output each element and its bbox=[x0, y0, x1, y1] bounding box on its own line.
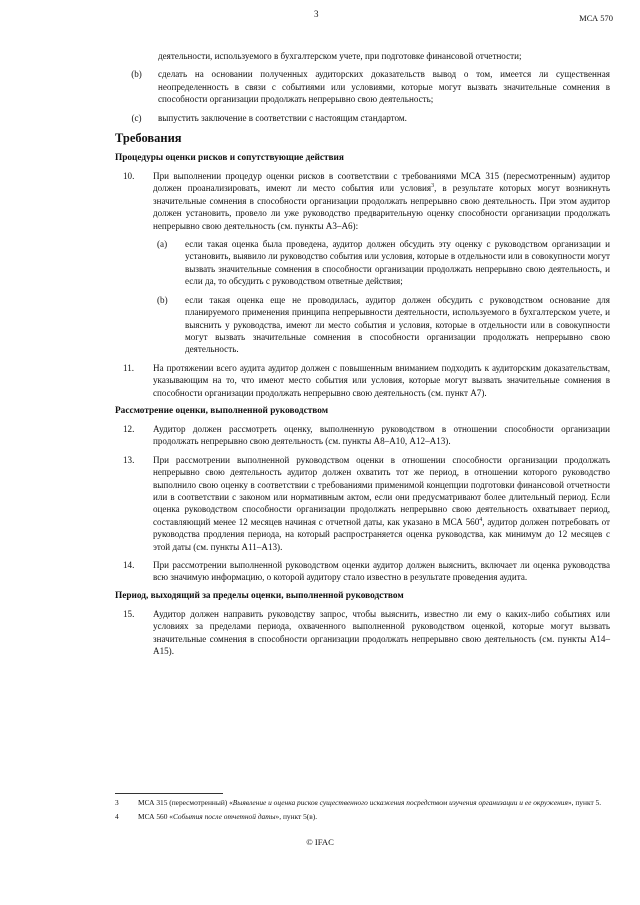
document-body bbox=[115, 50, 610, 663]
paragraph-text: Аудитор должен направить руководству запрос, чтобы выяснить, известно ли ему о каких-либо событиях или условиях за пределами периода, охваченного выполненной руководством оценкой, которые могут вызвать значительные сомнения в способности организации продолжать непрерывно свою деятельность (см. пункты А14–А15). bbox=[153, 608, 610, 657]
sub-item-text: если такая оценка еще не проводилась, аудитор должен обсудить с руководством основание для планируемого применения принципа непрерывности деятельности, используемого в бухгалтерском учете, и выяснить у руководства, имеют ли место события и условия, которые в отдельности или в совокупности могут вызвать значительные сомнения в способности организации продолжать непрерывно свою деятельность. bbox=[185, 294, 610, 355]
intro-item-label: (b) bbox=[131, 69, 142, 80]
paragraph-12 bbox=[115, 423, 610, 448]
paragraph-13 bbox=[115, 454, 610, 553]
paragraph-number: 10. bbox=[123, 171, 135, 182]
paragraph-number: 12. bbox=[123, 423, 135, 434]
paragraph-number: 14. bbox=[123, 560, 135, 570]
copyright-footer: © IFAC bbox=[306, 837, 334, 847]
paragraph-text: При выполнении процедур оценки рисков в соответствии с требованиями МСА 315 (пересмотренным) аудитор должен проанализировать, имеют ли место события или условия bbox=[153, 171, 610, 194]
intro-item-text: сделать на основании полученных аудиторских доказательств вывод о том, имеется ли существенная неопределенность в связи с событиями или условиями, которые могут вызвать значительные сомнения в способности организации продолжать непрерывно свою деятельность; bbox=[158, 69, 610, 105]
paragraph-11 bbox=[115, 362, 610, 399]
footnote-text: МСА 315 (пересмотренный) «Выявление и оценка рисков существенного искажения посредством изучения организации и ее окружения», пункт 5. bbox=[138, 798, 602, 807]
intro-item-b bbox=[115, 68, 610, 105]
paragraph-number: 15. bbox=[123, 608, 135, 619]
footnote-4 bbox=[115, 812, 610, 822]
paragraph-text: При рассмотрении выполненной руководством оценки в отношении способности организации продолжать непрерывно свою деятельность аудитор должен охватить тот же период, в отношении которого руководство выполнило свою оценку в соответствии с требованиями применимой концепции подготовки финансовой отчетности или в соответствии с законом или нормативным актом, если они предусматривают более длительный период. Если оценка руководством способности организации продолжать непрерывно свою деятельность охватывает период, составляющий менее 12 месяцев начиная с отчетной даты, как указано в МСА 560 bbox=[153, 454, 610, 527]
sub-item-label: (а) bbox=[157, 239, 168, 250]
paragraph-text: , в результате которых могут возникнуть значительные сомнения в способности организации продолжать непрерывно свою деятельность. При этом аудитор должен установить, провело ли уже руководство предварительную оценку способности организации продолжать непрерывно свою деятельность (см. пункты А3–А6): bbox=[153, 183, 610, 231]
footnote-number: 4 bbox=[115, 812, 119, 821]
intro-item-text: выпустить заключение в соответствии с настоящим стандартом. bbox=[158, 112, 407, 123]
intro-item-c bbox=[115, 112, 610, 124]
paragraph-14 bbox=[115, 559, 610, 584]
paragraph-body bbox=[153, 454, 610, 553]
footnote-ref-4[interactable]: 4 bbox=[479, 516, 483, 523]
paragraph-text: , аудитор должен потребовать от руководства продления периода, на который распространяется оценка руководства, как минимум до 12 месяцев с этой даты (см. пункты А11–А13). bbox=[153, 516, 611, 552]
paragraph-text: Аудитор должен рассмотреть оценку, выполненную руководством в отношении способности организации продолжать непрерывно свою деятельность (см. пункты А8–А10, А12–А13). bbox=[153, 423, 610, 447]
footnote-3 bbox=[115, 798, 610, 808]
paragraph-text: На протяжении всего аудита аудитор должен с повышенным вниманием подходить к аудиторским доказательствам, указывающим на то, что имеют место события или условия, которые могут вызвать значительные сомнения в способности организации продолжать непрерывно свою деятельность (см. пункт А7). bbox=[153, 362, 610, 398]
paragraph-text: При рассмотрении выполненной руководством оценки аудитор должен выяснить, включает ли оценка руководства всю значимую информацию, о которой аудитору стало известно в результате проведения аудита. bbox=[153, 560, 610, 583]
intro-continuation: деятельности, используемого в бухгалтерском учете, при подготовке финансовой отчетности; bbox=[158, 51, 522, 61]
subheading-management-assessment: Рассмотрение оценки, выполненной руководством bbox=[115, 405, 329, 416]
document-code: МСА 570 bbox=[579, 13, 613, 23]
paragraph-body bbox=[153, 170, 610, 356]
paragraph-number: 13. bbox=[123, 454, 135, 465]
page-number: 3 bbox=[314, 9, 319, 19]
paragraph-10 bbox=[115, 170, 610, 356]
footnote-number: 3 bbox=[115, 798, 119, 807]
sub-item-b bbox=[153, 294, 610, 356]
footnote-text: МСА 560 «События после отчетной даты», пункт 5(в). bbox=[138, 812, 318, 821]
sub-item-text: если такая оценка была проведена, аудитор должен обсудить эту оценку с руководством организации и установить, выявило ли руководство события или условия, которые в отдельности или в совокупности могут вызвать значительные сомнения в способности организации продолжать непрерывно свою деятельность, и если да, то обсудить с руководством ответные действия; bbox=[185, 239, 610, 287]
paragraph-15 bbox=[115, 608, 610, 658]
section-heading-requirements: Требования bbox=[115, 131, 182, 146]
sub-item-a bbox=[153, 238, 610, 288]
footnote-separator bbox=[115, 793, 223, 794]
sub-item-label: (b) bbox=[157, 294, 168, 305]
paragraph-number: 11. bbox=[123, 362, 135, 373]
subheading-beyond-period: Период, выходящий за пределы оценки, выполненной руководством bbox=[115, 590, 404, 601]
intro-item-label: (с) bbox=[131, 112, 142, 123]
footnote-ref-3[interactable]: 3 bbox=[431, 183, 435, 190]
subheading-risk-assessment: Процедуры оценки рисков и сопутствующие действия bbox=[115, 153, 344, 164]
footnotes bbox=[115, 798, 610, 826]
